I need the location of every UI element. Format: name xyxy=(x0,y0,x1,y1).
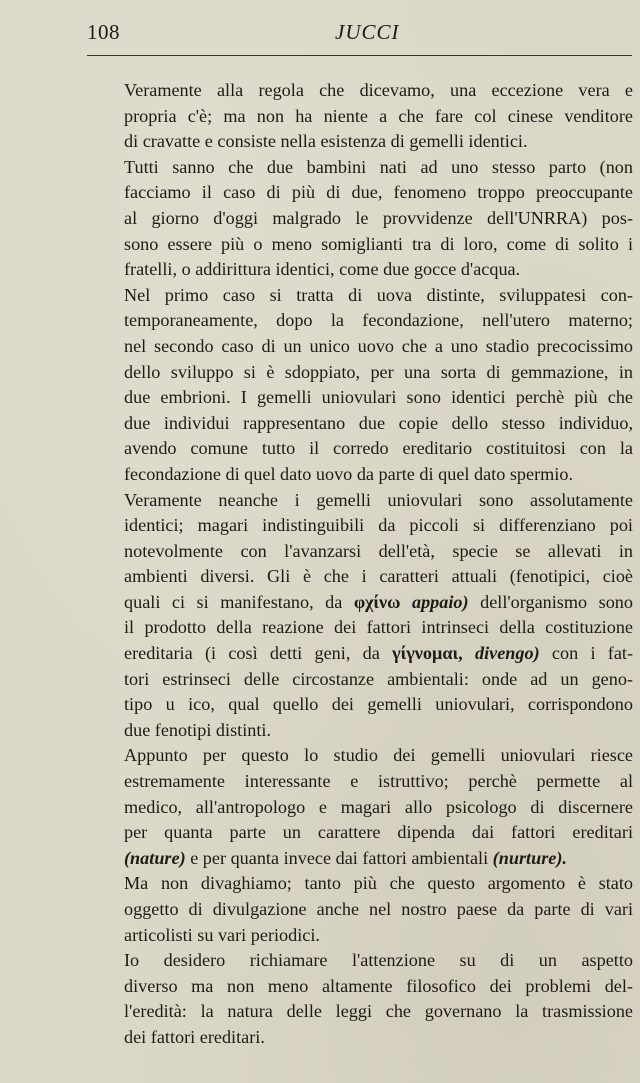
text-line: Nel primo caso si tratta di uova distinte, sviluppatesi con- xyxy=(124,284,633,305)
text-line: Tutti sanno che due bambini nati ad uno stesso parto (non xyxy=(124,156,633,177)
text-line: notevolmente con l'avanzarsi dell'età, specie se allevati in xyxy=(124,540,633,561)
page-header xyxy=(87,20,632,54)
text-line: oggetto di divulgazione anche nel nostro paese da parte di vari xyxy=(124,899,633,919)
text-line: Ma non divaghiamo; tanto più che questo argomento è stato xyxy=(124,873,633,894)
text-line: Veramente alla regola che dicevamo, una eccezione vera e xyxy=(124,80,633,100)
text-line: Veramente neanche i gemelli uniovulari sono assolutamente xyxy=(124,489,633,510)
italic-gloss: appaio) xyxy=(411,591,469,612)
text-line: dei fattori ereditari. xyxy=(124,1026,265,1047)
text-line: tipo u ico, qual quello dei gemelli uniovulari, corrispondono xyxy=(124,694,633,715)
italic-term: (nurture). xyxy=(492,847,567,868)
text-line: fecondazione di quel dato uovo da parte di quel dato spermio. xyxy=(124,463,573,484)
text-line: estremamente interessante e istruttivo; perchè permette al xyxy=(124,771,633,792)
text-line: identici; magari indistinguibili da piccoli si differenziano poi xyxy=(124,515,633,536)
running-title: JUCCI xyxy=(335,20,400,44)
text-fragment: e per quanta invece dai fattori ambientali xyxy=(190,847,489,868)
page-number: 108 xyxy=(87,20,120,44)
paragraph-3 xyxy=(87,283,633,488)
italic-gloss: divengo) xyxy=(474,643,540,664)
text-line: tori estrinseci delle circostanze ambientali: onde ad un geno- xyxy=(124,668,633,689)
text-line: l'eredità: la natura delle leggi che governano la trasmissione xyxy=(124,1001,633,1022)
text-line: dello sviluppo si è sdoppiato, per una sorta di gemmazione, in xyxy=(124,361,633,382)
header-rule xyxy=(87,55,632,56)
greek-word: γίγνομαι, xyxy=(392,643,463,664)
text-line: diverso ma non meno altamente filosofico dei problemi del- xyxy=(124,975,633,996)
text-line: due individui rappresentano due copie dello stesso individuo, xyxy=(124,412,633,433)
text-fragment: ereditaria (i così detti geni, da xyxy=(124,643,380,664)
paragraph-7 xyxy=(87,948,633,1050)
text-line: Io desidero richiamare l'attenzione su di un aspetto xyxy=(124,950,633,971)
text-line: nel secondo caso di un unico uovo che a uno stadio precocissimo xyxy=(124,335,633,356)
text-line: articolisti su vari periodici. xyxy=(124,924,320,945)
text-line: per quanta parte un carattere dipenda dai fattori ereditari xyxy=(124,822,633,843)
greek-word: φχίνω xyxy=(353,591,401,612)
text-fragment: dell'organismo sono xyxy=(480,591,633,612)
text-line: sono essere più o meno somiglianti tra di loro, come di solito i xyxy=(124,233,633,254)
text-line: al giorno d'oggi malgrado le provvidenze dell'UNRRA) pos- xyxy=(124,207,633,228)
text-line xyxy=(87,641,633,667)
text-line: due fenotipi distinti. xyxy=(124,719,272,740)
text-line: fratelli, o addirittura identici, come due gocce d'acqua. xyxy=(124,259,521,280)
text-line: avendo comune tutto il corredo ereditario costituitosi con la xyxy=(124,438,633,459)
text-fragment: quali ci si manifestano, da xyxy=(124,591,343,612)
text-line: ambienti diversi. Gli è che i caratteri attuali (fenotipici, cioè xyxy=(124,566,633,587)
text-fragment: con i fat- xyxy=(551,643,634,664)
text-line xyxy=(87,590,633,616)
paragraph-5 xyxy=(87,743,633,871)
text-line: il prodotto della reazione dei fattori intrinseci della costituzione xyxy=(124,617,633,638)
text-line: facciamo il caso di più di due, fenomeno troppo preoccupante xyxy=(124,182,633,203)
text-line xyxy=(87,846,633,872)
text-line: medico, all'antropologo e magari allo psicologo di discernere xyxy=(124,796,633,817)
text-line: Appunto per questo lo studio dei gemelli uniovulari riesce xyxy=(124,745,633,766)
paragraph-1 xyxy=(87,78,633,155)
text-line: propria c'è; ma non ha niente a che fare col cinese venditore xyxy=(124,105,633,126)
italic-term: (nature) xyxy=(124,847,186,868)
body-text xyxy=(87,78,633,1051)
text-line: temporaneamente, dopo la fecondazione, nell'utero materno; xyxy=(124,310,633,331)
text-line: due embrioni. I gemelli uniovulari sono identici perchè più che xyxy=(124,387,633,408)
text-line: di cravatte e consiste nella esistenza di gemelli identici. xyxy=(124,131,528,152)
paragraph-6 xyxy=(87,871,633,948)
paragraph-2 xyxy=(87,155,633,283)
paragraph-4 xyxy=(87,488,633,744)
